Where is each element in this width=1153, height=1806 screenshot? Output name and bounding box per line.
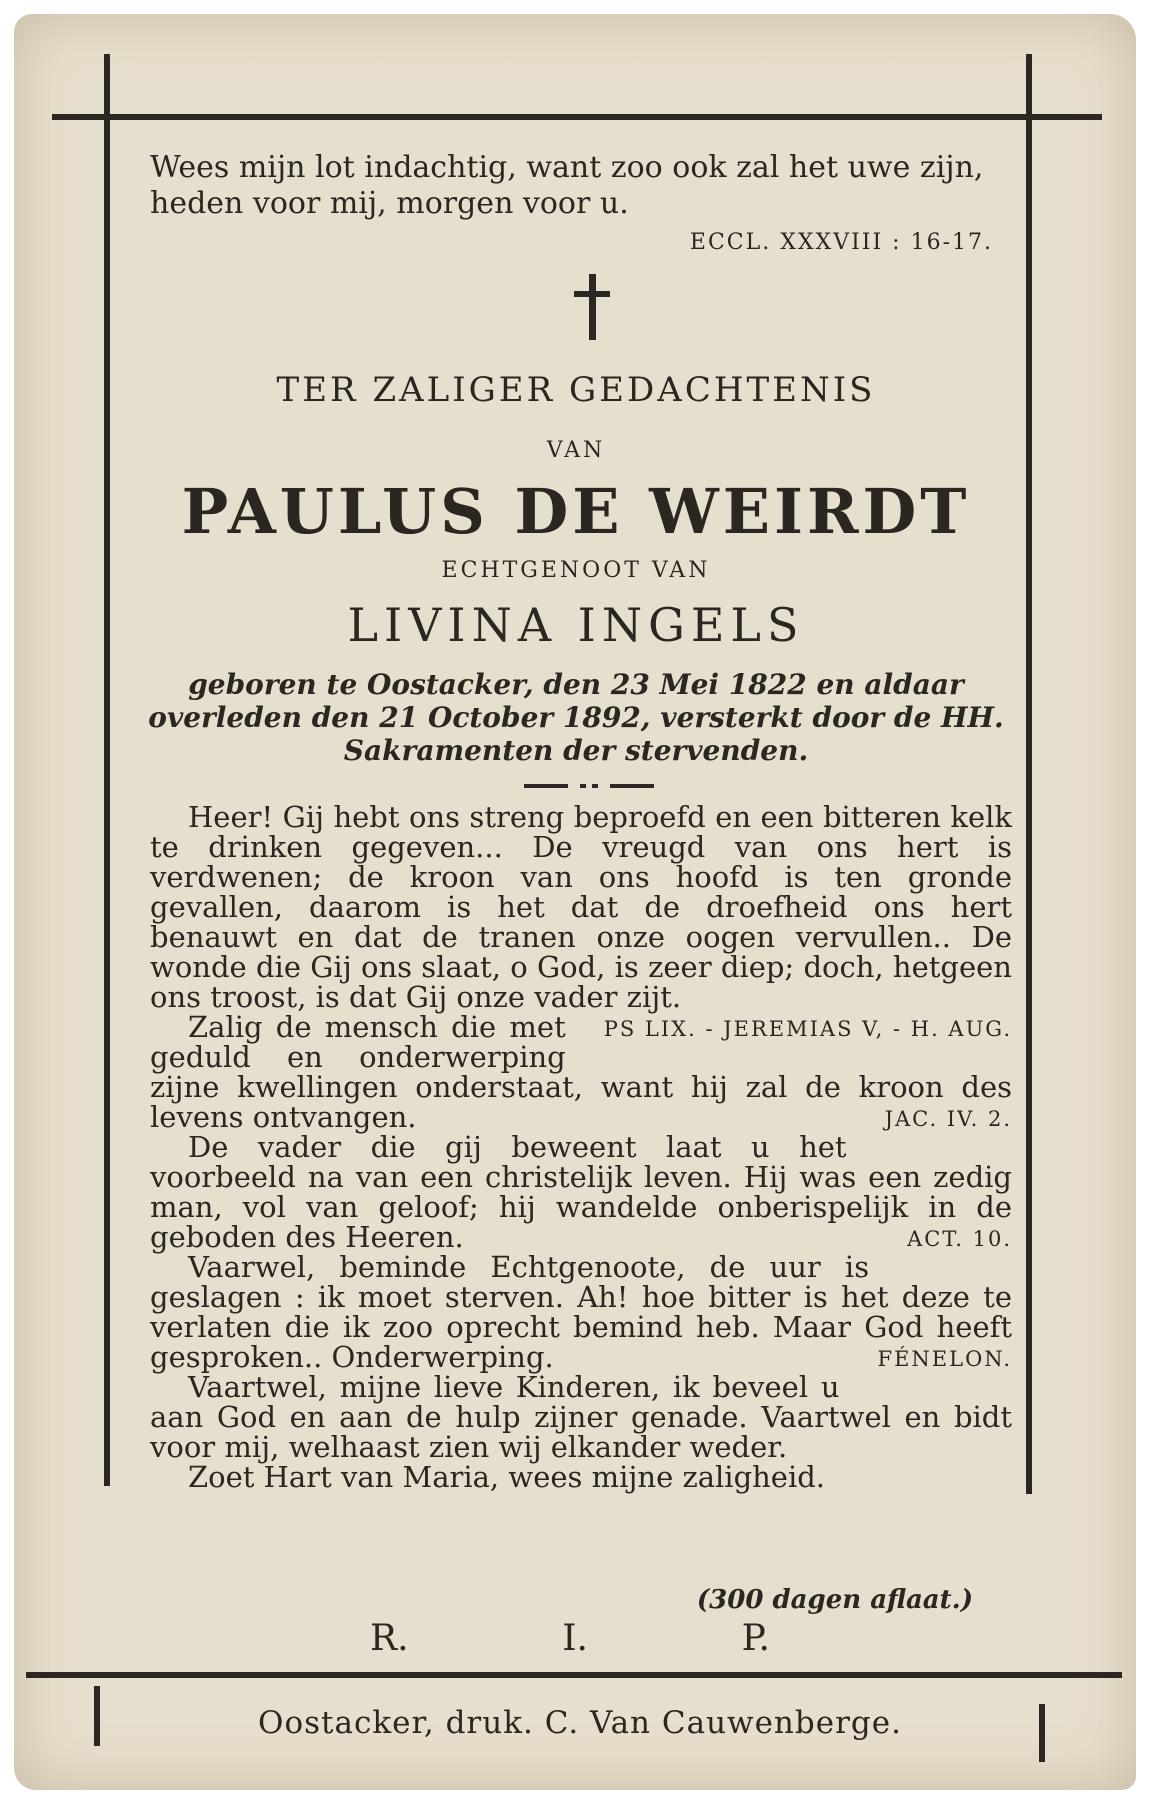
paragraph: Vaarwel, beminde Echtgenoote, de uur is geslagen : ik moet sterven. Ah! hoe bitter is het deze te verlaten die ik zoo oprecht bemind heb. Maar God heeft gesproken.. Onderwerping. FÉNELON.: [150, 1250, 1012, 1374]
citation: FÉNELON.: [877, 1347, 1012, 1371]
cross-icon: [574, 274, 610, 340]
paragraph: Zoet Hart van Maria, wees mijne zaligheid.: [188, 1460, 826, 1494]
citation: JAC. IV. 2.: [884, 1107, 1012, 1131]
citation: ACT. 10.: [907, 1227, 1012, 1251]
biography: geboren te Oostacker, den 23 Mei 1822 en aldaar overleden den 21 October 1892, versterkt door de HH. Sakramenten der stervenden.: [148, 668, 1004, 767]
paragraph: Vaartwel, mijne lieve Kinderen, ik beveel u aan God en aan de hulp zijner genade. Vaartwel en bidt voor mij, welhaast zien wij elkander weder.: [150, 1370, 1012, 1464]
bottom-border-rule: [26, 1672, 1122, 1678]
top-border-rule: [52, 114, 1102, 120]
rip-letter: P.: [741, 1618, 770, 1659]
van-label: VAN: [546, 438, 606, 463]
paragraph: De vader die gij beweent laat u het voorbeeld na van een christelijk leven. Hij was een zedig man, vol van geloof; hij wandelde onberispelijk in de geboden des Heeren. ACT. 10.: [150, 1130, 1012, 1254]
rip-letters: [370, 1618, 770, 1659]
left-border-rule: [104, 54, 110, 1486]
rip-letter: I.: [562, 1618, 588, 1659]
spouse-name: LIVINA INGELS: [347, 598, 805, 652]
footer-left-tick: [94, 1686, 100, 1746]
memorial-heading: TER ZALIGER GEDACHTENIS: [276, 370, 876, 410]
indulgence-note: (300 dagen aflaat.): [696, 1585, 973, 1615]
deceased-name: PAULUS DE WEIRDT: [181, 475, 971, 548]
epigraph-reference: ECCL. XXXVIII : 16-17.: [689, 230, 993, 255]
printer-credit: Oostacker, druk. C. Van Cauwenberge.: [258, 1705, 902, 1741]
citation: PS LIX. - JEREMIAS V, - H. AUG.: [603, 1017, 1012, 1041]
paragraph: Heer! Gij hebt ons streng beproefd en een bitteren kelk te drinken gegeven... De vreugd van ons hert is verdwenen; de kroon van ons hoofd is ten gronde gevallen, daarom is het dat de droefheid ons hert benauwt en dat de tranen onze oogen vervullen.. De wonde die Gij ons slaat, o God, is zeer diep; doch, hetgeen ons troost, is dat Gij onze vader zijt. PS LIX. - JEREMIAS V, - H. AUG.: [150, 802, 1012, 1012]
spouse-label: ECHTGENOOT VAN: [441, 558, 711, 583]
epigraph-text: Wees mijn lot indachtig, want zoo ook zal het uwe zijn, heden voor mij, morgen voor u.: [150, 150, 984, 221]
paragraph: Zalig de mensch die met geduld en onderwerping zijne kwellingen onderstaat, want hij zal de kroon des levens ontvangen. JAC. IV. 2.: [150, 1010, 1012, 1134]
rip-letter: R.: [370, 1618, 409, 1659]
memorial-text: [150, 802, 1012, 1492]
right-border-rule: [1026, 54, 1032, 1494]
ornament-divider: [524, 784, 654, 790]
